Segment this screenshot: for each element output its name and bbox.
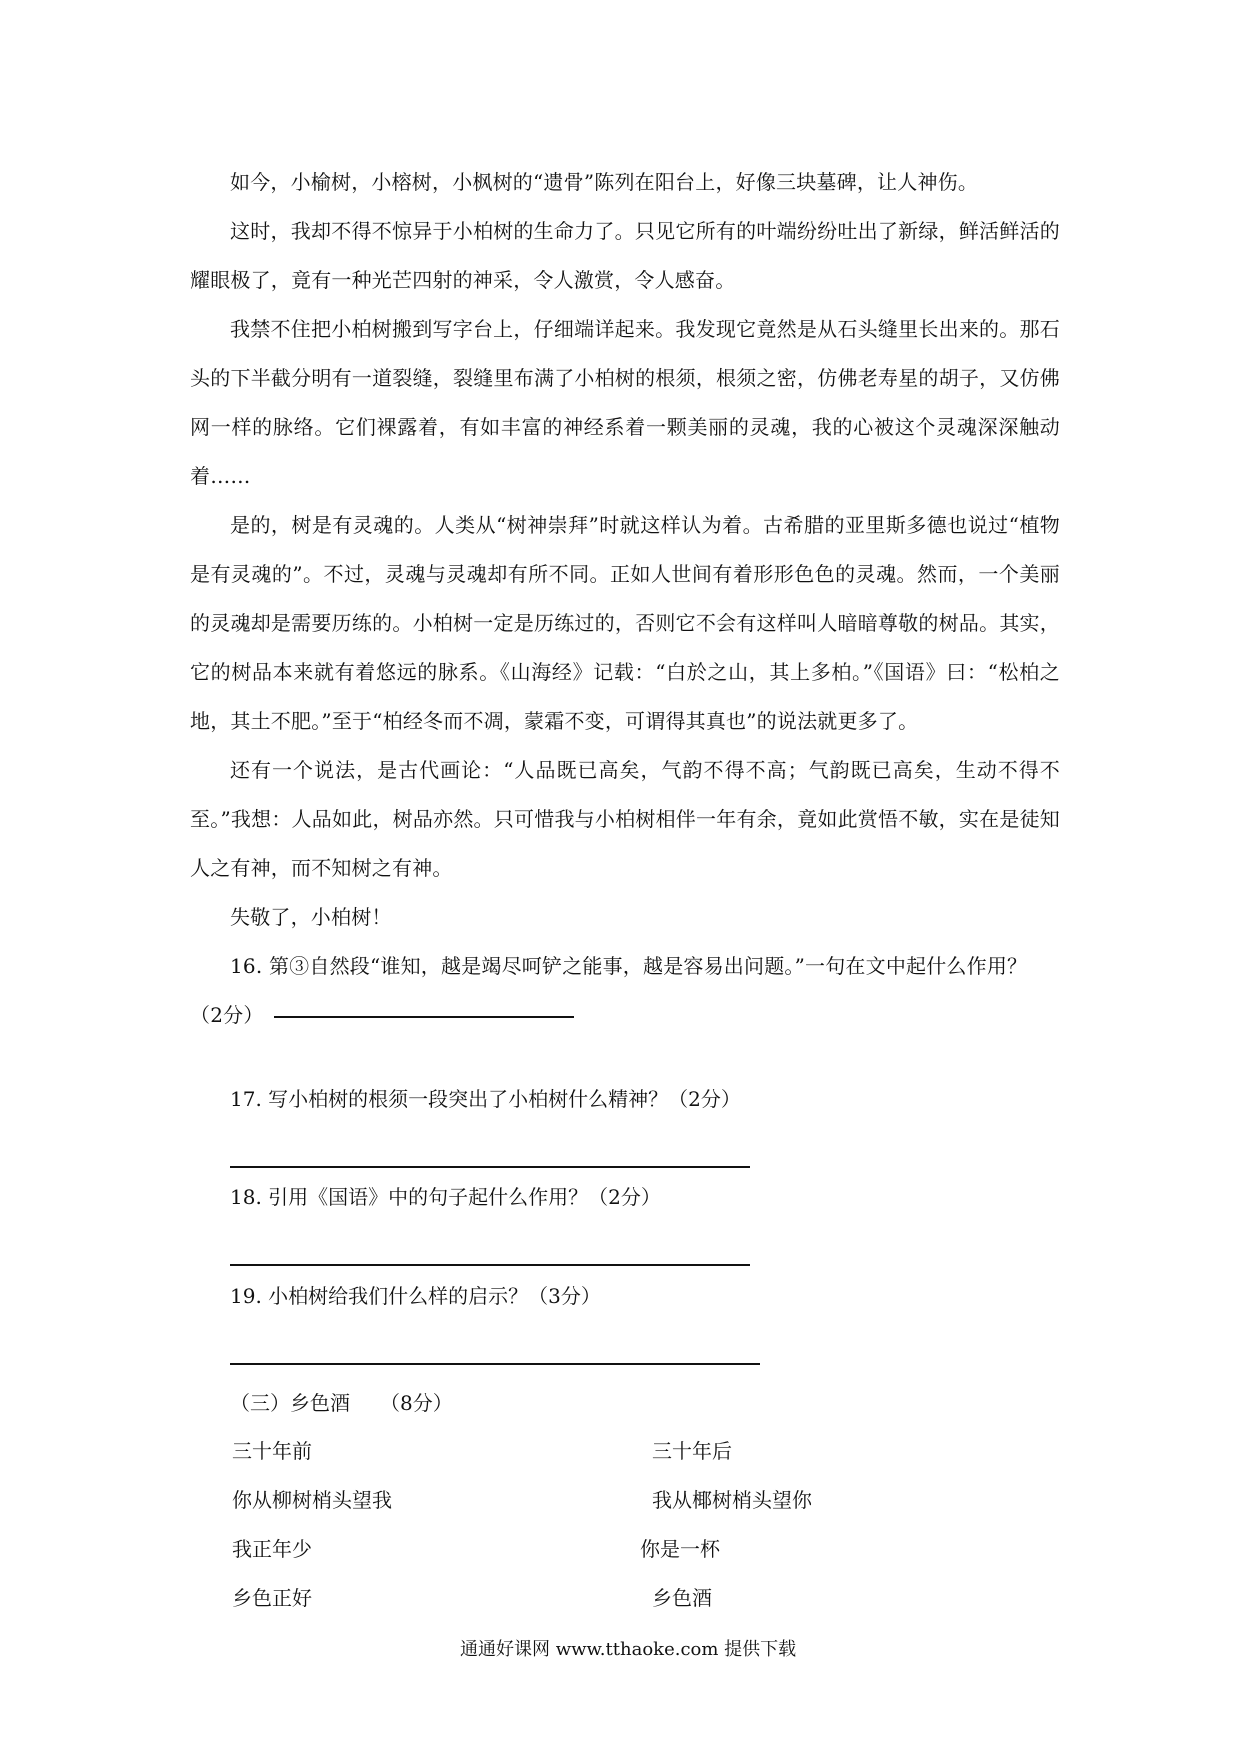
passage-paragraph: 是的，树是有灵魂的。人类从“树神崇拜”时就这样认为着。古希腊的亚里斯多德也说过“植物是有灵魂的”。不过，灵魂与灵魂却有所不同。正如人世间有着形形色色的灵魂。然而，一个美丽的灵魂却是需要历练的。小柏树一定是历练过的，否则它不会有这样叫人暗暗尊敬的树品。其实，它的树品本来就有着悠远的脉系。《山海经》记载：“白於之山，其上多柏。”《国语》曰：“松柏之地，其土不肥。”至于“柏经冬而不凋，蒙霜不变，可谓得其真也”的说法就更多了。 [190, 513, 1060, 733]
poem-right-line: 三十年后 [652, 1439, 732, 1463]
section-title: （三）乡色酒 （8分） [230, 1391, 453, 1415]
page-footer: 通通好课网 www.tthaoke.com 提供下载 [460, 1639, 797, 1660]
question-19: 19. 小柏树给我们什么样的启示？（3分） [230, 1284, 601, 1308]
answer-line-16[interactable] [274, 1016, 574, 1018]
poem-right-line: 你是一杯 [640, 1537, 720, 1561]
passage-paragraph: 如今，小榆树，小榕树，小枫树的“遗骨”陈列在阳台上，好像三块墓碑，让人神伤。 [230, 170, 979, 194]
passage-paragraph: 我禁不住把小柏树搬到写字台上，仔细端详起来。我发现它竟然是从石头缝里长出来的。那石头的下半截分明有一道裂缝，裂缝里布满了小柏树的根须，根须之密，仿佛老寿星的胡子，又仿佛网一样的脉络。它们裸露着，有如丰富的神经系着一颗美丽的灵魂，我的心被这个灵魂深深触动着…… [190, 317, 1060, 488]
answer-line-18[interactable] [230, 1264, 750, 1266]
question-16-text: 16. 第③自然段“谁知，越是竭尽呵铲之能事，越是容易出问题。”一句在文中起什么作用？（2分） [190, 954, 1028, 1027]
poem-left-line: 你从柳树梢头望我 [232, 1488, 392, 1512]
answer-line-17[interactable] [230, 1166, 750, 1168]
answer-line-19[interactable] [230, 1363, 760, 1365]
poem-left-line: 乡色正好 [232, 1586, 312, 1610]
poem-right-line: 乡色酒 [652, 1586, 712, 1610]
poem-left-line: 三十年前 [232, 1439, 312, 1463]
passage-paragraph: 这时，我却不得不惊异于小柏树的生命力了。只见它所有的叶端纷纷吐出了新绿，鲜活鲜活的耀眼极了，竟有一种光芒四射的神采，令人激赏，令人感奋。 [190, 219, 1060, 292]
poem-left-line: 我正年少 [232, 1537, 312, 1561]
passage-paragraph: 失敬了，小柏树！ [230, 905, 392, 929]
passage-paragraph: 还有一个说法，是古代画论：“人品既已高矣，气韵不得不高；气韵既已高矣，生动不得不至。”我想：人品如此，树品亦然。只可惜我与小柏树相伴一年有余，竟如此赏悟不敏，实在是徒知人之有神，而不知树之有神。 [190, 758, 1060, 880]
poem-right-line: 我从椰树梢头望你 [652, 1488, 812, 1512]
question-18: 18. 引用《国语》中的句子起什么作用？（2分） [230, 1185, 661, 1209]
reading-passage [190, 158, 1060, 1040]
question-16 [190, 942, 1060, 1040]
question-17: 17. 写小柏树的根须一段突出了小柏树什么精神？（2分） [230, 1087, 741, 1111]
